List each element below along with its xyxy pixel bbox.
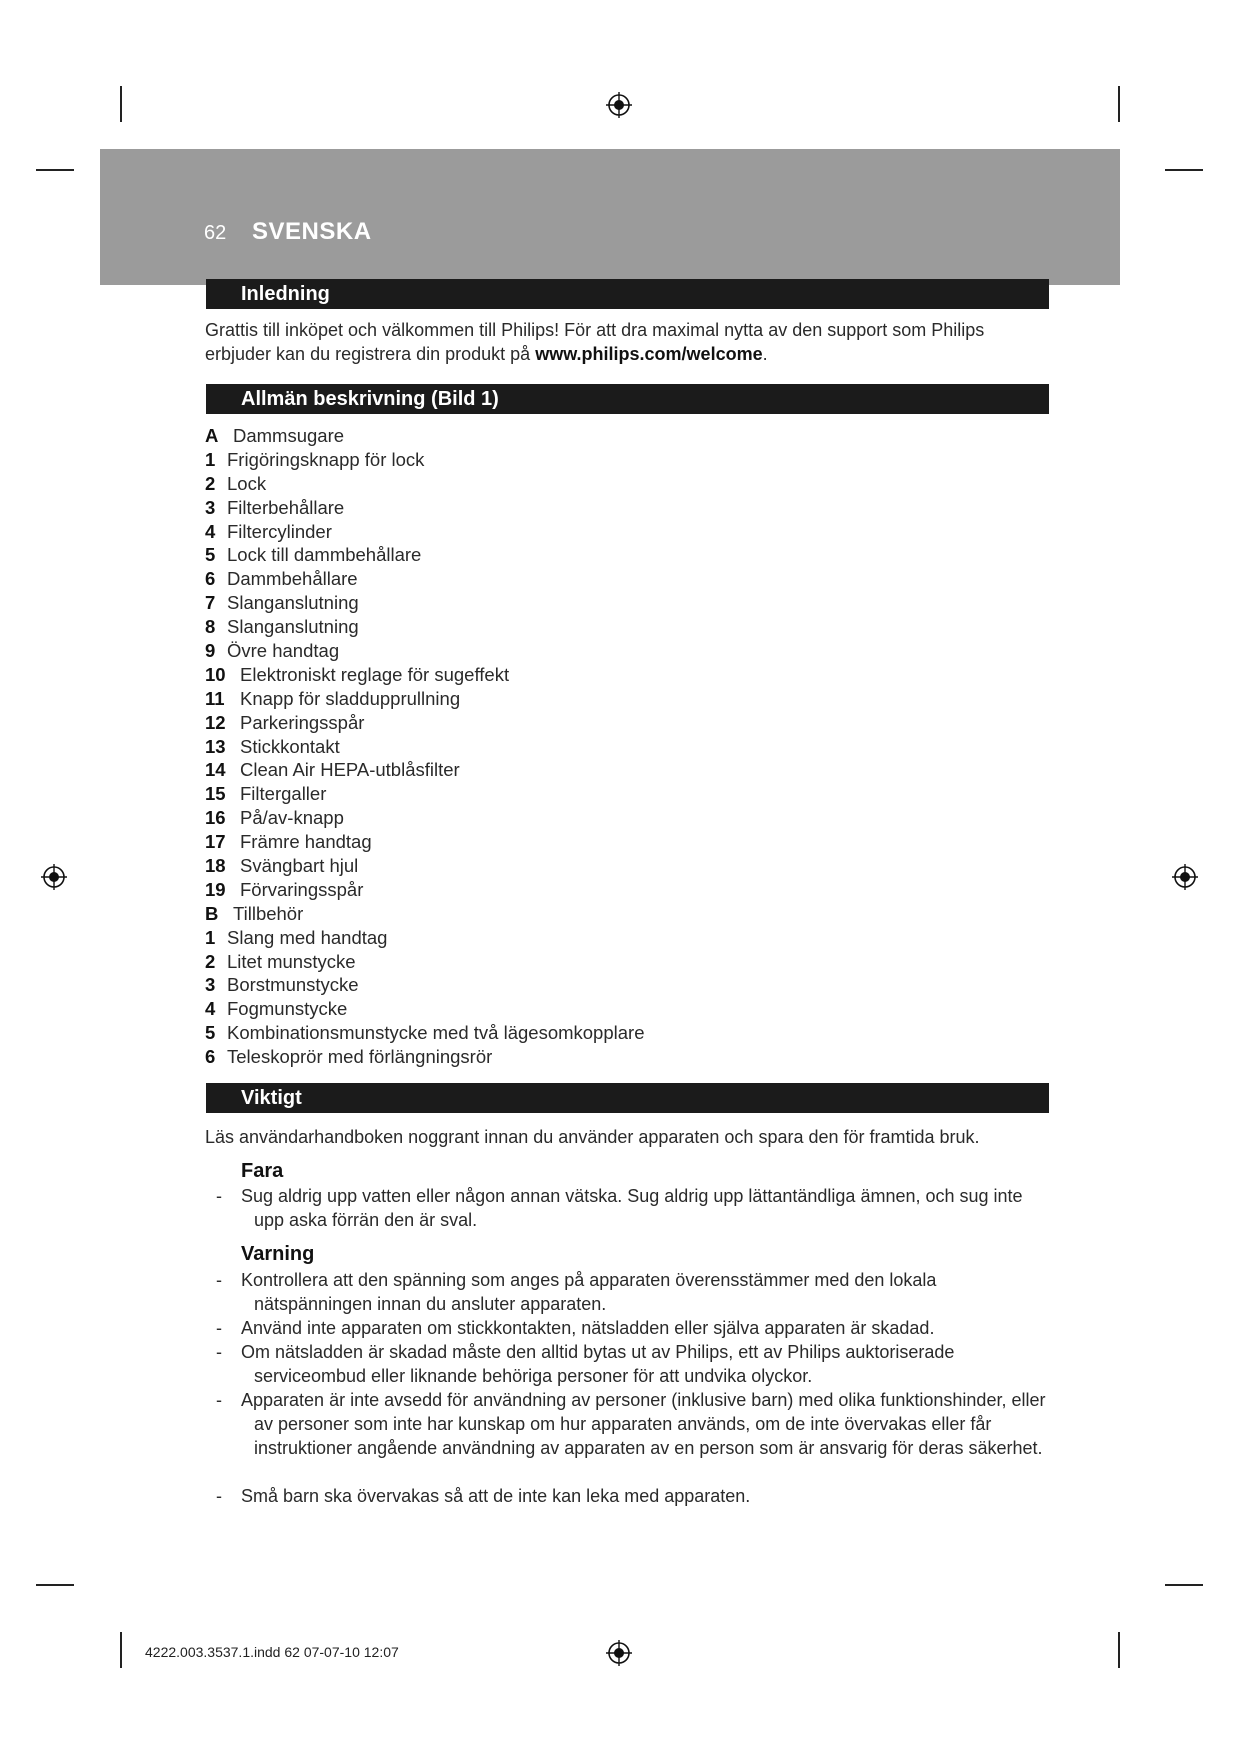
list-item-text: Fogmunstycke xyxy=(227,998,348,1020)
intro-text-end: . xyxy=(762,344,768,364)
list-item xyxy=(205,615,645,639)
list-item-key: 13 xyxy=(205,735,226,757)
registration-mark-icon xyxy=(606,92,632,118)
bullet-dash: - xyxy=(216,1186,222,1206)
crop-mark-right-h-top xyxy=(1165,169,1203,171)
list-item xyxy=(205,950,645,974)
bullet-text: Sug aldrig upp vatten eller någon annan vätska. Sug aldrig upp lättantändliga ämnen, och sug inte upp aska förrän den är sval. xyxy=(241,1186,1023,1230)
registration-mark-icon xyxy=(41,864,67,890)
list-item-text: Elektroniskt reglage för sugeffekt xyxy=(240,663,510,685)
list-item-text: Parkeringsspår xyxy=(240,711,365,733)
list-item xyxy=(205,663,645,687)
list-item xyxy=(205,567,645,591)
section-title-important: Viktigt xyxy=(206,1083,1049,1113)
list-item-text: Övre handtag xyxy=(227,640,340,662)
crop-mark-top-left-v xyxy=(120,86,122,122)
list-item-key: 7 xyxy=(205,592,216,614)
list-item xyxy=(205,806,645,830)
list-item-key: 6 xyxy=(205,1046,216,1068)
list-item-text: Förvaringsspår xyxy=(240,878,364,900)
list-item-key: 2 xyxy=(205,950,216,972)
section-title-description: Allmän beskrivning (Bild 1) xyxy=(206,384,1049,414)
list-item-text: Lock xyxy=(227,472,267,494)
list-item xyxy=(205,878,645,902)
list-item-key: 10 xyxy=(205,663,226,685)
list-item xyxy=(205,1045,645,1069)
intro-paragraph xyxy=(205,318,1055,366)
list-item-text: Slang med handtag xyxy=(227,926,388,948)
bullet-dash: - xyxy=(216,1318,222,1338)
bullet-text: Om nätsladden är skadad måste den alltid bytas ut av Philips, ett av Philips auktoriserade serviceombud eller liknande behöriga personer för att undvika olyckor. xyxy=(241,1342,955,1386)
list-item-key: 6 xyxy=(205,568,216,590)
list-item xyxy=(205,591,645,615)
crop-mark-bottom-left-v xyxy=(120,1632,122,1668)
list-item xyxy=(205,902,645,926)
list-item-key: 4 xyxy=(205,520,216,542)
list-item-key: 3 xyxy=(205,974,216,996)
list-item xyxy=(205,926,645,950)
list-item-key: 3 xyxy=(205,496,216,518)
bullet-text: Små barn ska övervakas så att de inte kan leka med apparaten. xyxy=(241,1486,751,1506)
list-item-key: 2 xyxy=(205,472,216,494)
danger-title: Fara xyxy=(241,1160,284,1182)
list-item-text: Filtercylinder xyxy=(227,520,332,542)
registration-mark-icon xyxy=(1172,864,1198,890)
registration-mark-icon xyxy=(606,1640,632,1666)
list-item-key: B xyxy=(205,902,219,924)
warning-bullet xyxy=(216,1268,1056,1316)
section-title-intro: Inledning xyxy=(206,279,1049,309)
list-item-key: 4 xyxy=(205,998,216,1020)
list-item xyxy=(205,735,645,759)
list-item-key: 1 xyxy=(205,448,216,470)
page-number: 62 xyxy=(204,222,227,244)
danger-bullet xyxy=(216,1184,1056,1232)
list-item xyxy=(205,424,645,448)
list-item xyxy=(205,520,645,544)
crop-mark-left-h-bottom xyxy=(36,1584,74,1586)
bullet-dash: - xyxy=(216,1390,222,1410)
list-item-text: Lock till dammbehållare xyxy=(227,544,422,566)
list-item-text: Teleskoprör med förlängningsrör xyxy=(227,1046,493,1068)
list-item-text: Slanganslutning xyxy=(227,616,359,638)
list-item-text: Stickkontakt xyxy=(240,735,340,757)
list-item xyxy=(205,472,645,496)
list-item-key: 11 xyxy=(205,687,225,709)
bullet-text: Apparaten är inte avsedd för användning av personer (inklusive barn) med olika funktionshinder, eller av personer som inte har kunskap om hur apparaten används, om de inte övervakas eller får instruktioner angående användning av apparaten av en person som är ansvarig för deras säkerhet. xyxy=(241,1390,1046,1458)
list-item xyxy=(205,854,645,878)
list-item-text: Tillbehör xyxy=(233,902,304,924)
important-intro: Läs användarhandboken noggrant innan du använder apparaten och spara den för framtida bruk. xyxy=(205,1127,980,1147)
list-item-text: Frigöringsknapp för lock xyxy=(227,448,425,470)
list-item-text: Främre handtag xyxy=(240,831,372,853)
file-slug: 4222.003.3537.1.indd 62 07-07-10 12:07 xyxy=(145,1644,399,1660)
list-item xyxy=(205,758,645,782)
warning-bullet xyxy=(216,1316,1056,1340)
intro-text: Grattis till inköpet och välkommen till Philips! För att dra maximal nytta av den support som Philips erbjuder kan du registrera din produkt på xyxy=(205,320,985,364)
list-item-key: 17 xyxy=(205,831,226,853)
list-item xyxy=(205,830,645,854)
list-item-text: Kombinationsmunstycke med två lägesomkopplare xyxy=(227,1022,645,1044)
crop-mark-bottom-right-v xyxy=(1118,1632,1120,1668)
list-item xyxy=(205,448,645,472)
list-item-key: A xyxy=(205,425,219,446)
list-item-text: Knapp för sladdupprullning xyxy=(240,687,461,709)
list-item xyxy=(205,782,645,806)
bullet-text: Använd inte apparaten om stickkontakten, nätsladden eller själva apparaten är skadad. xyxy=(241,1318,935,1338)
list-item xyxy=(205,496,645,520)
list-item-key: 15 xyxy=(205,783,226,805)
list-item-text: Filterbehållare xyxy=(227,496,345,518)
list-item-text: Dammbehållare xyxy=(227,568,358,590)
list-item-key: 14 xyxy=(205,759,226,781)
list-item-text: Svängbart hjul xyxy=(240,855,359,877)
list-item-key: 5 xyxy=(205,544,216,566)
list-item xyxy=(205,711,645,735)
list-item xyxy=(205,639,645,663)
parts-list xyxy=(205,424,645,1069)
list-item-text: Filtergaller xyxy=(240,783,327,805)
list-item-key: 18 xyxy=(205,855,226,877)
list-item-text: Dammsugare xyxy=(233,425,345,446)
list-item-key: 19 xyxy=(205,878,226,900)
list-item-text: Litet munstycke xyxy=(227,950,356,972)
crop-mark-left-h-top xyxy=(36,169,74,171)
list-item-key: 5 xyxy=(205,1022,216,1044)
list-item-key: 8 xyxy=(205,616,216,638)
warning-bullet xyxy=(216,1484,1056,1508)
list-item-text: På/av-knapp xyxy=(240,807,344,829)
list-item xyxy=(205,543,645,567)
list-item xyxy=(205,973,645,997)
warning-bullet xyxy=(216,1388,1056,1460)
list-item-key: 16 xyxy=(205,807,226,829)
list-item xyxy=(205,997,645,1021)
bullet-dash: - xyxy=(216,1270,222,1290)
list-item xyxy=(205,687,645,711)
crop-mark-top-right-v xyxy=(1118,86,1120,122)
welcome-link[interactable]: www.philips.com/welcome xyxy=(535,344,763,364)
crop-mark-right-h-bottom xyxy=(1165,1584,1203,1586)
list-item-key: 12 xyxy=(205,711,226,733)
bullet-dash: - xyxy=(216,1486,222,1506)
bullet-text: Kontrollera att den spänning som anges på apparaten överensstämmer med den lokala nätspänningen innan du ansluter apparaten. xyxy=(241,1270,937,1314)
warning-title: Varning xyxy=(241,1243,315,1265)
list-item-text: Clean Air HEPA-utblåsfilter xyxy=(240,759,460,781)
list-item xyxy=(205,1021,645,1045)
header-band xyxy=(100,149,1120,285)
list-item-text: Slanganslutning xyxy=(227,592,359,614)
warning-bullet xyxy=(216,1340,1056,1388)
bullet-dash: - xyxy=(216,1342,222,1362)
list-item-key: 1 xyxy=(205,926,216,948)
list-item-key: 9 xyxy=(205,640,216,662)
language-title: SVENSKA xyxy=(252,218,372,245)
list-item-text: Borstmunstycke xyxy=(227,974,359,996)
